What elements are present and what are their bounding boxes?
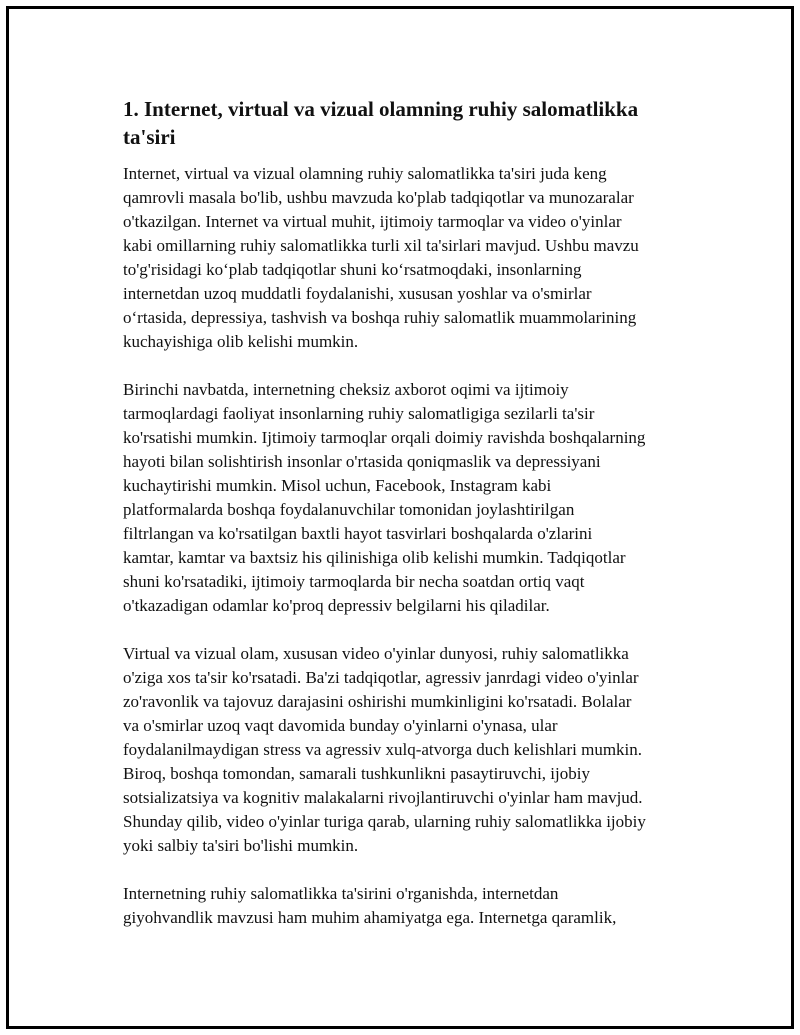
paragraph-2: Birinchi navbatda, internetning cheksiz axborot oqimi va ijtimoiy tarmoqlardagi faoliyat insonlarning ruhiy salomatligiga sezilarli ta'sir ko'rsatishi mumkin. Ijtimoiy tarmoqlar orqali doimiy ravishda boshqalarning hayoti bilan solishtirish insonlar o'rtasida qoniqmaslik va depressiyani kuchaytirishi mumkin. Misol uchun, Facebook, Instagram kabi platformalarda boshqa foydalanuvchilar tomonidan joylashtirilgan filtrlangan va ko'rsatilgan baxtli hayot tasvirlari boshqalarda o'zlarini kamtar, kamtar va baxtsiz his qilinishiga olib kelishi mumkin. Tadqiqotlar shuni ko'rsatadiki, ijtimoiy tarmoqlarda bir necha soatdan ortiq vaqt o'tkazadigan odamlar ko'proq depressiv belgilarni his qiladilar. [123,380,646,615]
page-frame [6,6,794,1029]
paragraph-3: Virtual va vizual olam, xususan video o'yinlar dunyosi, ruhiy salomatlikka o'ziga xos ta'sir ko'rsatadi. Ba'zi tadqiqotlar, agressiv janrdagi video o'yinlar zo'ravonlik va tajovuz darajasini oshirishi mumkinligini ko'rsatadi. Bolalar va o'smirlar uzoq vaqt davomida bunday o'yinlarni o'ynasa, ular foydalanilmaydigan stress va agressiv xulq-atvorga duch kelishlari mumkin. Biroq, boshqa tomondan, samarali tushkunlikni pasaytiruvchi, ijobiy sotsializatsiya va kognitiv malakalarni rivojlantiruvchi o'yinlar ham mavjud. Shunday qilib, video o'yinlar turiga qarab, ularning ruhiy salomatlikka ijobiy yoki salbiy ta'siri bo'lishi mumkin. [123,644,646,855]
document-body [123,95,697,954]
paragraph-1: Internet, virtual va vizual olamning ruhiy salomatlikka ta'siri juda keng qamrovli masala bo'lib, ushbu mavzuda ko'plab tadqiqotlar va munozaralar o'tkazilgan. Internet va virtual muhit, ijtimoiy tarmoqlar va video o'yinlar kabi omillarning ruhiy salomatlikka turli xil ta'sirlari mavjud. Ushbu mavzu to'g'risidagi ko‘plab tadqiqotlar shuni ko‘rsatmoqdaki, insonlarning internetdan uzoq muddatli foydalanishi, xususan yoshlar va o'smirlar o‘rtasida, depressiya, tashvish va boshqa ruhiy salomatlik muammolarining kuchayishiga olib kelishi mumkin. [123,164,639,351]
section-heading: 1. Internet, virtual va vizual olamning ruhiy salomatlikka ta'siri [123,97,639,149]
paragraph-4: Internetning ruhiy salomatlikka ta'sirini o'rganishda, internetdan giyohvandlik mavzusi ham muhim ahamiyatga ega. Internetga qaramlik, [123,884,617,927]
